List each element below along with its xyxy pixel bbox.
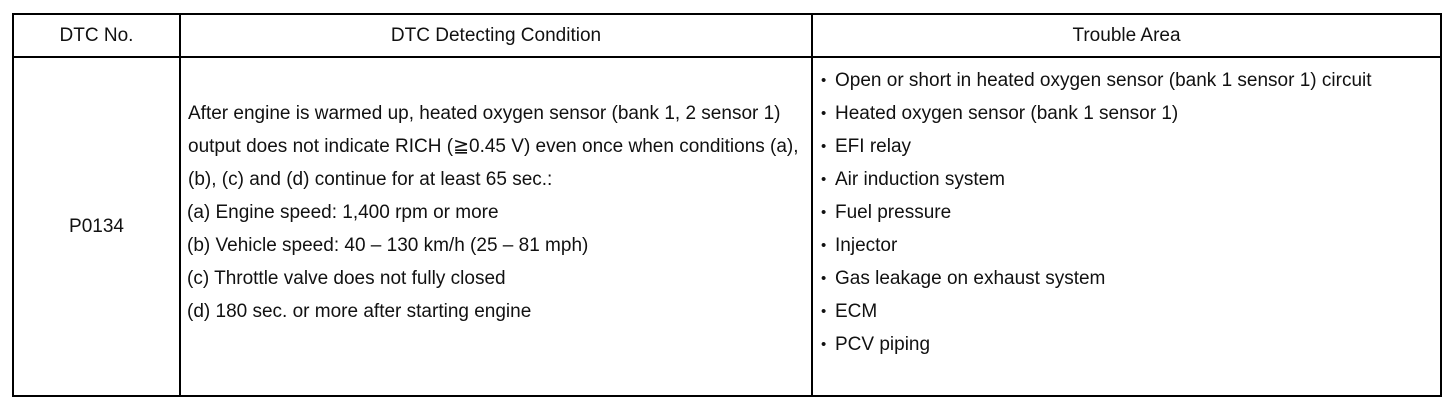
- dtc-table: [12, 13, 1442, 397]
- trouble-area-list: [821, 64, 1440, 361]
- bullet-icon: •: [821, 303, 827, 320]
- detecting-condition: [180, 57, 812, 396]
- bullet-icon: •: [821, 105, 827, 122]
- list-item: • ECM: [821, 295, 1440, 328]
- bullet-icon: •: [821, 237, 827, 254]
- condition-description: After engine is warmed up, heated oxygen sensor (bank 1, 2 sensor 1) output does not indicate RICH (≧0.45 V) even once when conditions (a), (b), (c) and (d) continue for at least 65 sec.:: [188, 103, 799, 190]
- condition-item: (c) Throttle valve does not fully closed: [187, 268, 506, 289]
- header-dtc-no: DTC No.: [13, 14, 180, 57]
- list-item: • Fuel pressure: [821, 196, 1440, 229]
- header-condition: DTC Detecting Condition: [180, 14, 812, 57]
- list-item: • Injector: [821, 229, 1440, 262]
- bullet-icon: •: [821, 72, 827, 89]
- header-trouble-area: Trouble Area: [812, 14, 1441, 57]
- list-item: • Gas leakage on exhaust system: [821, 262, 1440, 295]
- list-item: • Air induction system: [821, 163, 1440, 196]
- list-item: • PCV piping: [821, 328, 1440, 361]
- dtc-code: P0134: [13, 57, 180, 396]
- trouble-area-cell: [812, 57, 1441, 396]
- bullet-icon: •: [821, 204, 827, 221]
- bullet-icon: •: [821, 138, 827, 155]
- list-item: • Open or short in heated oxygen sensor (bank 1 sensor 1) circuit: [821, 64, 1440, 97]
- list-item: • EFI relay: [821, 130, 1440, 163]
- condition-item: (d) 180 sec. or more after starting engine: [187, 301, 532, 322]
- bullet-icon: •: [821, 336, 827, 353]
- header-row: [13, 14, 1441, 57]
- condition-item: (a) Engine speed: 1,400 rpm or more: [187, 202, 499, 223]
- condition-item: (b) Vehicle speed: 40 – 130 km/h (25 – 81 mph): [187, 235, 589, 256]
- list-item: • Heated oxygen sensor (bank 1 sensor 1): [821, 97, 1440, 130]
- bullet-icon: •: [821, 171, 827, 188]
- bullet-icon: •: [821, 270, 827, 287]
- table-row: [13, 57, 1441, 396]
